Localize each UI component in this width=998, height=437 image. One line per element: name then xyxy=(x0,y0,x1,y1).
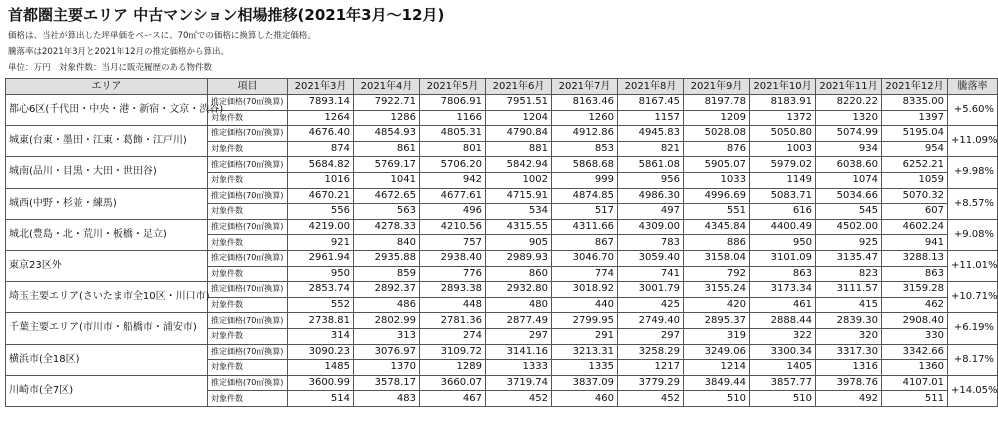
price-cell: 3288.13 xyxy=(882,250,948,266)
count-cell: 510 xyxy=(684,391,750,407)
price-cell: 5868.68 xyxy=(552,157,618,173)
count-cell: 486 xyxy=(354,297,420,313)
price-cell: 4912.86 xyxy=(552,126,618,142)
price-cell: 3173.34 xyxy=(750,282,816,298)
price-cell: 2839.30 xyxy=(816,313,882,329)
count-cell: 552 xyxy=(288,297,354,313)
price-cell: 3857.77 xyxy=(750,375,816,391)
price-cell: 3046.70 xyxy=(552,250,618,266)
item-label-price: 推定価格(70㎡換算) xyxy=(208,157,288,173)
price-cell: 4315.55 xyxy=(486,219,552,235)
price-cell: 2989.93 xyxy=(486,250,552,266)
count-cell: 319 xyxy=(684,328,750,344)
count-cell: 1405 xyxy=(750,360,816,376)
price-cell: 3578.17 xyxy=(354,375,420,391)
price-cell: 4874.85 xyxy=(552,188,618,204)
count-cell: 774 xyxy=(552,266,618,282)
count-cell: 1264 xyxy=(288,110,354,126)
rate-cell: +9.98% xyxy=(948,157,998,188)
table-body xyxy=(6,95,998,407)
price-cell: 3059.40 xyxy=(618,250,684,266)
price-cell: 4602.24 xyxy=(882,219,948,235)
count-cell: 876 xyxy=(684,141,750,157)
note-price-basis: 価格は、当社が算出した坪単価をベースに、70㎡での価格に換算した推定価格。 xyxy=(8,31,316,41)
count-cell: 313 xyxy=(354,328,420,344)
count-cell: 860 xyxy=(486,266,552,282)
price-cell: 3090.23 xyxy=(288,344,354,360)
price-cell: 5070.32 xyxy=(882,188,948,204)
price-cell: 5083.71 xyxy=(750,188,816,204)
price-cell: 2749.40 xyxy=(618,313,684,329)
price-cell: 2935.88 xyxy=(354,250,420,266)
price-cell: 2895.37 xyxy=(684,313,750,329)
count-cell: 1059 xyxy=(882,172,948,188)
count-cell: 483 xyxy=(354,391,420,407)
price-cell: 4400.49 xyxy=(750,219,816,235)
price-cell: 4986.30 xyxy=(618,188,684,204)
price-cell: 8167.45 xyxy=(618,95,684,111)
count-cell: 460 xyxy=(552,391,618,407)
count-cell: 551 xyxy=(684,204,750,220)
price-cell: 7893.14 xyxy=(288,95,354,111)
count-cell: 1320 xyxy=(816,110,882,126)
price-cell: 5861.08 xyxy=(618,157,684,173)
item-label-count: 対象件数 xyxy=(208,328,288,344)
count-cell: 942 xyxy=(420,172,486,188)
table-row-price xyxy=(6,375,998,391)
price-cell: 3719.74 xyxy=(486,375,552,391)
rate-cell: +11.01% xyxy=(948,250,998,281)
count-cell: 783 xyxy=(618,235,684,251)
price-cell: 4677.61 xyxy=(420,188,486,204)
rate-cell: +5.60% xyxy=(948,95,998,126)
note-rate-basis: 騰落率は2021年3月と2021年12月の推定価格から算出。 xyxy=(8,47,229,57)
price-cell: 4790.84 xyxy=(486,126,552,142)
price-cell: 4345.84 xyxy=(684,219,750,235)
count-cell: 874 xyxy=(288,141,354,157)
table-row-price xyxy=(6,219,998,235)
item-label-price: 推定価格(70㎡換算) xyxy=(208,344,288,360)
table-row-price xyxy=(6,157,998,173)
price-cell: 3837.09 xyxy=(552,375,618,391)
count-cell: 497 xyxy=(618,204,684,220)
area-name: 城東(台東・墨田・江東・葛飾・江戸川) xyxy=(6,126,208,157)
header-month: 2021年6月 xyxy=(486,79,552,95)
count-cell: 1157 xyxy=(618,110,684,126)
count-cell: 921 xyxy=(288,235,354,251)
item-label-price: 推定価格(70㎡換算) xyxy=(208,95,288,111)
price-cell: 3213.31 xyxy=(552,344,618,360)
header-month: 2021年3月 xyxy=(288,79,354,95)
price-cell: 5028.08 xyxy=(684,126,750,142)
market-price-table xyxy=(5,78,998,407)
price-cell: 2893.38 xyxy=(420,282,486,298)
count-cell: 452 xyxy=(486,391,552,407)
table-row-price xyxy=(6,344,998,360)
price-cell: 5195.04 xyxy=(882,126,948,142)
table-header-row xyxy=(6,79,998,95)
header-rate: 騰落率 xyxy=(948,79,998,95)
count-cell: 616 xyxy=(750,204,816,220)
price-cell: 4676.40 xyxy=(288,126,354,142)
item-label-count: 対象件数 xyxy=(208,204,288,220)
count-cell: 823 xyxy=(816,266,882,282)
price-cell: 2932.80 xyxy=(486,282,552,298)
price-cell: 5979.02 xyxy=(750,157,816,173)
count-cell: 461 xyxy=(750,297,816,313)
header-item: 項目 xyxy=(208,79,288,95)
rate-cell: +10.71% xyxy=(948,282,998,313)
count-cell: 840 xyxy=(354,235,420,251)
count-cell: 1041 xyxy=(354,172,420,188)
count-cell: 905 xyxy=(486,235,552,251)
price-cell: 5842.94 xyxy=(486,157,552,173)
count-cell: 1209 xyxy=(684,110,750,126)
header-month: 2021年7月 xyxy=(552,79,618,95)
count-cell: 941 xyxy=(882,235,948,251)
price-cell: 3600.99 xyxy=(288,375,354,391)
header-month: 2021年8月 xyxy=(618,79,684,95)
header-month: 2021年4月 xyxy=(354,79,420,95)
count-cell: 1335 xyxy=(552,360,618,376)
count-cell: 821 xyxy=(618,141,684,157)
count-cell: 314 xyxy=(288,328,354,344)
price-cell: 3158.04 xyxy=(684,250,750,266)
count-cell: 514 xyxy=(288,391,354,407)
price-cell: 8163.46 xyxy=(552,95,618,111)
price-cell: 2888.44 xyxy=(750,313,816,329)
price-cell: 6252.21 xyxy=(882,157,948,173)
count-cell: 1149 xyxy=(750,172,816,188)
price-cell: 4219.00 xyxy=(288,219,354,235)
count-cell: 1002 xyxy=(486,172,552,188)
rate-cell: +9.08% xyxy=(948,219,998,250)
count-cell: 1485 xyxy=(288,360,354,376)
rate-cell: +8.57% xyxy=(948,188,998,219)
count-cell: 415 xyxy=(816,297,882,313)
header-month: 2021年9月 xyxy=(684,79,750,95)
count-cell: 496 xyxy=(420,204,486,220)
price-cell: 5769.17 xyxy=(354,157,420,173)
count-cell: 950 xyxy=(288,266,354,282)
item-label-count: 対象件数 xyxy=(208,172,288,188)
count-cell: 467 xyxy=(420,391,486,407)
header-month: 2021年12月 xyxy=(882,79,948,95)
count-cell: 757 xyxy=(420,235,486,251)
area-name: 城南(品川・目黒・大田・世田谷) xyxy=(6,157,208,188)
price-cell: 2781.36 xyxy=(420,313,486,329)
item-label-price: 推定価格(70㎡換算) xyxy=(208,375,288,391)
area-name: 城北(豊島・北・荒川・板橋・足立) xyxy=(6,219,208,250)
header-month: 2021年5月 xyxy=(420,79,486,95)
price-cell: 5050.80 xyxy=(750,126,816,142)
table-row-price xyxy=(6,188,998,204)
count-cell: 776 xyxy=(420,266,486,282)
count-cell: 925 xyxy=(816,235,882,251)
count-cell: 297 xyxy=(618,328,684,344)
item-label-count: 対象件数 xyxy=(208,360,288,376)
count-cell: 291 xyxy=(552,328,618,344)
count-cell: 867 xyxy=(552,235,618,251)
count-cell: 330 xyxy=(882,328,948,344)
count-cell: 1204 xyxy=(486,110,552,126)
price-cell: 3111.57 xyxy=(816,282,882,298)
price-cell: 3660.07 xyxy=(420,375,486,391)
area-name: 城西(中野・杉並・練馬) xyxy=(6,188,208,219)
price-cell: 2961.94 xyxy=(288,250,354,266)
price-cell: 8197.78 xyxy=(684,95,750,111)
count-cell: 452 xyxy=(618,391,684,407)
count-cell: 956 xyxy=(618,172,684,188)
price-cell: 6038.60 xyxy=(816,157,882,173)
count-cell: 741 xyxy=(618,266,684,282)
price-cell: 4945.83 xyxy=(618,126,684,142)
count-cell: 420 xyxy=(684,297,750,313)
price-cell: 4502.00 xyxy=(816,219,882,235)
count-cell: 801 xyxy=(420,141,486,157)
area-name: 東京23区外 xyxy=(6,250,208,281)
area-name: 川崎市(全7区) xyxy=(6,375,208,406)
count-cell: 1372 xyxy=(750,110,816,126)
count-cell: 510 xyxy=(750,391,816,407)
item-label-price: 推定価格(70㎡換算) xyxy=(208,250,288,266)
count-cell: 1360 xyxy=(882,360,948,376)
item-label-count: 対象件数 xyxy=(208,235,288,251)
price-cell: 3001.79 xyxy=(618,282,684,298)
count-cell: 448 xyxy=(420,297,486,313)
price-cell: 3109.72 xyxy=(420,344,486,360)
count-cell: 954 xyxy=(882,141,948,157)
rate-cell: +11.09% xyxy=(948,126,998,157)
item-label-price: 推定価格(70㎡換算) xyxy=(208,282,288,298)
price-cell: 3159.28 xyxy=(882,282,948,298)
count-cell: 1016 xyxy=(288,172,354,188)
price-cell: 3849.44 xyxy=(684,375,750,391)
header-area: エリア xyxy=(6,79,208,95)
count-cell: 934 xyxy=(816,141,882,157)
price-cell: 3018.92 xyxy=(552,282,618,298)
count-cell: 297 xyxy=(486,328,552,344)
price-cell: 7806.91 xyxy=(420,95,486,111)
count-cell: 556 xyxy=(288,204,354,220)
count-cell: 861 xyxy=(354,141,420,157)
price-cell: 3978.76 xyxy=(816,375,882,391)
price-cell: 7951.51 xyxy=(486,95,552,111)
price-cell: 8220.22 xyxy=(816,95,882,111)
table-row-price xyxy=(6,313,998,329)
count-cell: 480 xyxy=(486,297,552,313)
count-cell: 859 xyxy=(354,266,420,282)
price-cell: 8335.00 xyxy=(882,95,948,111)
price-cell: 4805.31 xyxy=(420,126,486,142)
price-cell: 4210.56 xyxy=(420,219,486,235)
count-cell: 950 xyxy=(750,235,816,251)
header-month: 2021年11月 xyxy=(816,79,882,95)
price-cell: 3155.24 xyxy=(684,282,750,298)
price-cell: 4107.01 xyxy=(882,375,948,391)
price-cell: 5034.66 xyxy=(816,188,882,204)
price-cell: 2938.40 xyxy=(420,250,486,266)
table-row-price xyxy=(6,282,998,298)
price-cell: 4670.21 xyxy=(288,188,354,204)
price-cell: 4309.00 xyxy=(618,219,684,235)
count-cell: 999 xyxy=(552,172,618,188)
price-cell: 5074.99 xyxy=(816,126,882,142)
count-cell: 1260 xyxy=(552,110,618,126)
price-cell: 3135.47 xyxy=(816,250,882,266)
area-name: 横浜市(全18区) xyxy=(6,344,208,375)
count-cell: 607 xyxy=(882,204,948,220)
price-cell: 4715.91 xyxy=(486,188,552,204)
page-title: 首都圏主要エリア 中古マンション相場推移(2021年3月～12月) xyxy=(8,6,445,24)
count-cell: 863 xyxy=(882,266,948,282)
item-label-count: 対象件数 xyxy=(208,266,288,282)
count-cell: 1003 xyxy=(750,141,816,157)
price-cell: 2853.74 xyxy=(288,282,354,298)
count-cell: 320 xyxy=(816,328,882,344)
price-cell: 3258.29 xyxy=(618,344,684,360)
price-cell: 5706.20 xyxy=(420,157,486,173)
price-cell: 5905.07 xyxy=(684,157,750,173)
price-cell: 2799.95 xyxy=(552,313,618,329)
area-name: 千葉主要エリア(市川市・船橋市・浦安市) xyxy=(6,313,208,344)
price-cell: 3249.06 xyxy=(684,344,750,360)
rate-cell: +6.19% xyxy=(948,313,998,344)
area-name: 埼玉主要エリア(さいたま市全10区・川口市) xyxy=(6,282,208,313)
count-cell: 534 xyxy=(486,204,552,220)
price-cell: 7922.71 xyxy=(354,95,420,111)
count-cell: 545 xyxy=(816,204,882,220)
header-month: 2021年10月 xyxy=(750,79,816,95)
price-cell: 2877.49 xyxy=(486,313,552,329)
count-cell: 863 xyxy=(750,266,816,282)
count-cell: 1166 xyxy=(420,110,486,126)
item-label-count: 対象件数 xyxy=(208,141,288,157)
item-label-price: 推定価格(70㎡換算) xyxy=(208,126,288,142)
item-label-count: 対象件数 xyxy=(208,297,288,313)
area-name: 都心6区(千代田・中央・港・新宿・文京・渋谷) xyxy=(6,95,208,126)
count-cell: 1316 xyxy=(816,360,882,376)
count-cell: 492 xyxy=(816,391,882,407)
price-cell: 2802.99 xyxy=(354,313,420,329)
count-cell: 1397 xyxy=(882,110,948,126)
count-cell: 1289 xyxy=(420,360,486,376)
note-units: 単位：万円 対象件数：当月に販売履歴のある物件数 xyxy=(8,63,213,73)
item-label-count: 対象件数 xyxy=(208,391,288,407)
count-cell: 322 xyxy=(750,328,816,344)
table-row-price xyxy=(6,126,998,142)
count-cell: 462 xyxy=(882,297,948,313)
price-cell: 5684.82 xyxy=(288,157,354,173)
price-cell: 4672.65 xyxy=(354,188,420,204)
item-label-price: 推定価格(70㎡換算) xyxy=(208,188,288,204)
count-cell: 1217 xyxy=(618,360,684,376)
count-cell: 1074 xyxy=(816,172,882,188)
count-cell: 792 xyxy=(684,266,750,282)
price-cell: 8183.91 xyxy=(750,95,816,111)
count-cell: 1286 xyxy=(354,110,420,126)
count-cell: 563 xyxy=(354,204,420,220)
table-row-price xyxy=(6,250,998,266)
table-row-price xyxy=(6,95,998,111)
item-label-price: 推定価格(70㎡換算) xyxy=(208,219,288,235)
rate-cell: +8.17% xyxy=(948,344,998,375)
price-cell: 4996.69 xyxy=(684,188,750,204)
price-cell: 3342.66 xyxy=(882,344,948,360)
count-cell: 511 xyxy=(882,391,948,407)
count-cell: 517 xyxy=(552,204,618,220)
count-cell: 1214 xyxy=(684,360,750,376)
price-cell: 4311.66 xyxy=(552,219,618,235)
count-cell: 1333 xyxy=(486,360,552,376)
price-cell: 2908.40 xyxy=(882,313,948,329)
price-cell: 3141.16 xyxy=(486,344,552,360)
price-cell: 4278.33 xyxy=(354,219,420,235)
count-cell: 274 xyxy=(420,328,486,344)
price-cell: 3317.30 xyxy=(816,344,882,360)
rate-cell: +14.05% xyxy=(948,375,998,406)
price-cell: 3300.34 xyxy=(750,344,816,360)
count-cell: 1033 xyxy=(684,172,750,188)
price-cell: 3076.97 xyxy=(354,344,420,360)
count-cell: 440 xyxy=(552,297,618,313)
price-cell: 4854.93 xyxy=(354,126,420,142)
price-cell: 3779.29 xyxy=(618,375,684,391)
item-label-price: 推定価格(70㎡換算) xyxy=(208,313,288,329)
price-cell: 2738.81 xyxy=(288,313,354,329)
price-cell: 3101.09 xyxy=(750,250,816,266)
count-cell: 425 xyxy=(618,297,684,313)
price-cell: 2892.37 xyxy=(354,282,420,298)
count-cell: 853 xyxy=(552,141,618,157)
count-cell: 881 xyxy=(486,141,552,157)
count-cell: 1370 xyxy=(354,360,420,376)
item-label-count: 対象件数 xyxy=(208,110,288,126)
count-cell: 886 xyxy=(684,235,750,251)
